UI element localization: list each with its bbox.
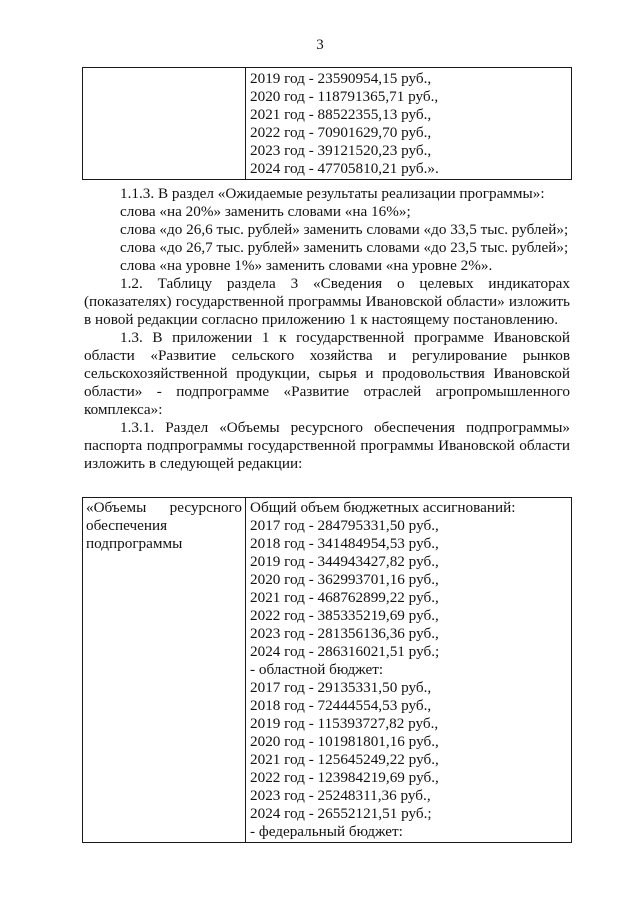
paragraph-1-2: 1.2. Таблицу раздела 3 «Сведения о целевых индикаторах (показателях) государственной программы Ивановской области» изложить в новой редакции согласно приложению 1 к настоящему постановлению. [84, 275, 570, 328]
section-heading-1-1-3: 1.1.3. В раздел «Ожидаемые результаты реализации программы»: [120, 185, 545, 202]
funding-line: 2023 год - 39121520,23 руб., [250, 142, 432, 159]
empty-label-cell [83, 68, 246, 180]
funding-table-continuation [82, 67, 572, 180]
label-word: обеспечения [86, 517, 168, 534]
total-line: 2018 год - 341484954,53 руб., [250, 535, 439, 552]
regional-budget-heading: - областной бюджет: [250, 661, 384, 678]
total-line: 2022 год - 385335219,69 руб., [250, 607, 439, 624]
regional-line: 2017 год - 29135331,50 руб., [250, 679, 432, 696]
paragraph-1-3: 1.3. В приложении 1 к государственной программе Ивановской области «Развитие сельского хозяйства и регулирование рынков сельскохозяйственной продукции, сырья и продовольствия Ивановской области» - подпрограмме «Развитие отраслей агропромышленного комплекса»: [84, 329, 570, 418]
federal-budget-heading: - федеральный бюджет: [250, 823, 403, 840]
label-word: подпрограммы [86, 535, 183, 552]
total-line: 2021 год - 468762899,22 руб., [250, 589, 439, 606]
replacement-item: слова «до 26,6 тыс. рублей» заменить словами «до 33,5 тыс. рублей»; [120, 221, 569, 238]
funding-line: 2021 год - 88522355,13 руб., [250, 106, 432, 123]
replacement-item: слова «до 26,7 тыс. рублей» заменить словами «до 23,5 тыс. рублей»; [120, 239, 569, 256]
total-line: 2017 год - 284795331,50 руб., [250, 517, 439, 534]
total-line: 2024 год - 286316021,51 руб.; [250, 643, 440, 660]
regional-line: 2022 год - 123984219,69 руб., [250, 769, 439, 786]
regional-line: 2024 год - 26552121,51 руб.; [250, 805, 432, 822]
total-line: 2020 год - 362993701,16 руб., [250, 571, 439, 588]
regional-line: 2019 год - 115393727,82 руб., [250, 715, 439, 732]
regional-line: 2021 год - 125645249,22 руб., [250, 751, 439, 768]
funding-line: 2020 год - 118791365,71 руб., [250, 88, 439, 105]
funding-line: 2024 год - 47705810,21 руб.». [250, 160, 439, 177]
page-number: 3 [316, 37, 324, 53]
total-line: 2019 год - 344943427,82 руб., [250, 553, 439, 570]
total-line: 2023 год - 281356136,36 руб., [250, 625, 439, 642]
regional-line: 2020 год - 101981801,16 руб., [250, 733, 439, 750]
paragraph-1-3-1: 1.3.1. Раздел «Объемы ресурсного обеспечения подпрограммы» паспорта подпрограммы государственной программы Ивановской области изложить в следующей редакции: [84, 419, 570, 472]
funding-line: 2019 год - 23590954,15 руб., [250, 70, 432, 87]
resource-values-cell [246, 498, 572, 843]
resource-provision-table [82, 497, 572, 843]
label-word: «Объемы [86, 499, 147, 516]
regional-line: 2023 год - 25248311,36 руб., [250, 787, 431, 804]
label-word: ресурсного [169, 499, 242, 516]
funding-values-cell [246, 68, 572, 180]
replacement-item: слова «на уровне 1%» заменить словами «на уровне 2%». [120, 257, 493, 274]
replacement-item: слова «на 20%» заменить словами «на 16%»; [120, 203, 411, 220]
total-allocations-heading: Общий объем бюджетных ассигнований: [250, 499, 516, 516]
document-body [84, 185, 570, 473]
resource-label-cell [83, 498, 246, 843]
funding-line: 2022 год - 70901629,70 руб., [250, 124, 432, 141]
regional-line: 2018 год - 72444554,53 руб., [250, 697, 432, 714]
